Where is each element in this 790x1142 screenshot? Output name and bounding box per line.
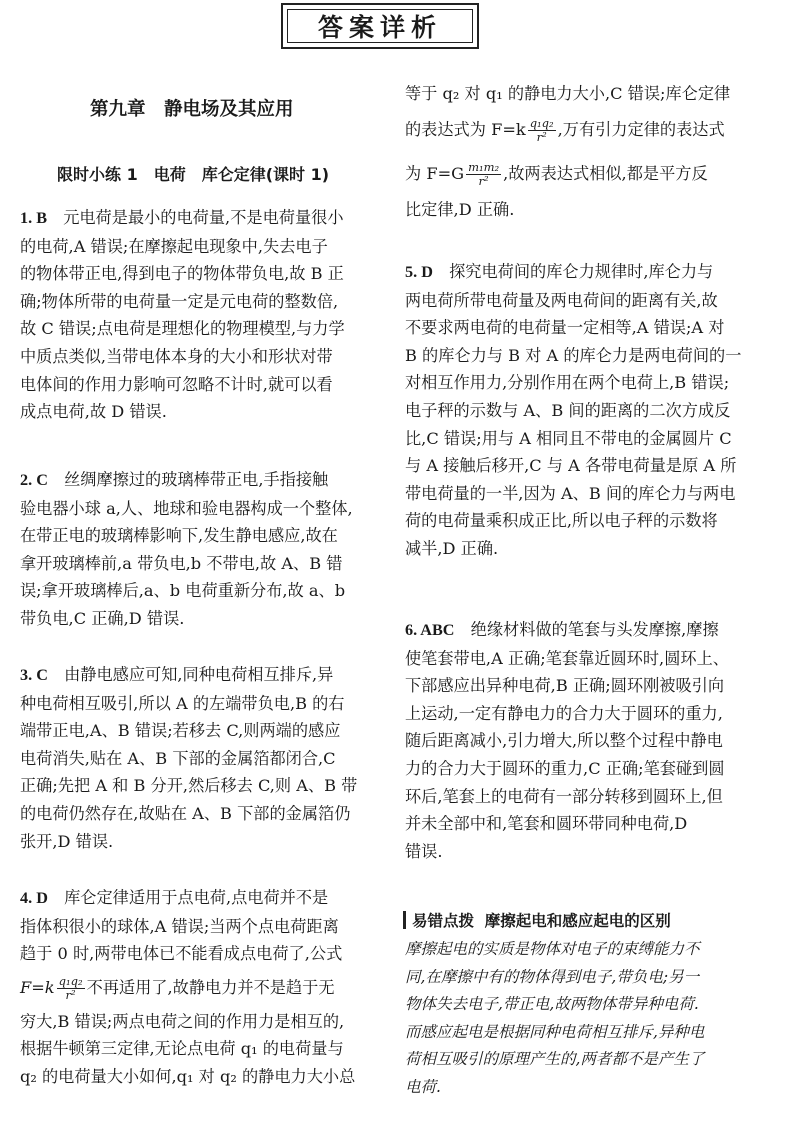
answer-number: 2. C	[20, 471, 48, 489]
formula-line	[405, 160, 770, 188]
tip-text: 电荷.	[405, 1077, 441, 1096]
answer-text: 电体间的作用力影响可忽略不计时,就可以看	[20, 374, 333, 394]
tip-marker	[403, 911, 406, 929]
answer-text: 比定律,D 正确.	[405, 199, 515, 219]
answer-text: 种电荷相互吸引,所以 A 的左端带负电,B 的右	[20, 693, 345, 713]
answer-text: 错误.	[405, 841, 443, 861]
answer-text: ,故两表达式相似,都是平方反	[503, 163, 708, 183]
answer-number: 5. D	[405, 263, 433, 281]
answer-text: 等于 q₂ 对 q₁ 的静电力大小,C 错误;库仑定律	[405, 84, 731, 103]
answer-text: 确;物体所带的电荷量一定是元电荷的整数倍,	[20, 291, 339, 311]
fraction-numerator: m₁m₂	[468, 159, 500, 174]
tip-text: 物体失去电子,带正电,故两物体带异种电荷.	[405, 995, 699, 1014]
answer-number: 3. C	[20, 666, 48, 684]
answer-number: 1. B	[20, 209, 47, 227]
tip-title: 易错点拨 摩擦起电和感应起电的区别	[412, 912, 671, 930]
answer-text: 两电荷所带电荷量及两电荷间的距离有关,故	[405, 290, 718, 310]
answer-text: 使笔套带电,A 正确;笔套靠近圆环时,圆环上、	[405, 648, 729, 668]
answer-text: 的电荷仍然存在,故贴在 A、B 下部的金属箔仍	[20, 803, 351, 823]
lesson-title: 限时小练 1 电荷 库仑定律(课时 1)	[57, 165, 330, 184]
fraction-denominator: r²	[536, 129, 547, 144]
tip-text: 同,在摩擦中有的物体得到电子,带负电;另一	[405, 967, 700, 986]
fraction-numerator: q₁q₂	[529, 115, 554, 130]
answer-2	[20, 466, 382, 633]
answer-3	[20, 661, 382, 855]
answer-text: 库仑定律适用于点电荷,点电荷并不是	[64, 888, 329, 907]
answer-text: 带负电,C 正确,D 错误.	[20, 608, 185, 628]
answer-text: 随后距离减小,引力增大,所以整个过程中静电	[405, 731, 723, 751]
answer-text: 的物体带正电,得到电子的物体带负电,故 B 正	[20, 264, 344, 284]
tip-body	[405, 936, 770, 1102]
answer-text: 并未全部中和,笔套和圆环带同种电荷,D	[405, 814, 688, 834]
formula-prefix: 的表达式为 F=k	[405, 119, 526, 139]
answer-text: 不要求两电荷的电荷量一定相等,A 错误;A 对	[405, 318, 725, 338]
answer-text: ,万有引力定律的表达式	[557, 119, 725, 139]
answer-number: 4. D	[20, 889, 48, 907]
formula-prefix: F=k	[20, 977, 55, 997]
answer-text: 验电器小球 a,人、地球和验电器构成一个整体,	[20, 498, 353, 518]
answer-text: 根据牛顿第三定律,无论点电荷 q₁ 的电荷量与	[20, 1039, 344, 1059]
answer-text: 中质点类似,当带电体本身的大小和形状对带	[20, 346, 333, 366]
answer-4	[20, 884, 382, 1091]
answer-text: 荷的电荷量乘积成正比,所以电子秤的示数将	[405, 511, 718, 531]
answer-text: 误;拿开玻璃棒后,a、b 电荷重新分布,故 a、b	[20, 581, 346, 601]
answer-text: 电荷消失,贴在 A、B 下部的金属箔都闭合,C	[20, 748, 336, 768]
formula-line	[405, 116, 770, 144]
answer-text: 穷大,B 错误;两点电荷之间的作用力是相互的,	[20, 1011, 345, 1031]
chapter-title: 第九章 静电场及其应用	[90, 99, 294, 120]
answer-text: 的电荷,A 错误;在摩擦起电现象中,失去电子	[20, 236, 328, 256]
tip-text: 荷相互吸引的原理产生的,两者都不是产生了	[405, 1050, 705, 1069]
answer-text: 元电荷是最小的电荷量,不是电荷量很小	[63, 208, 344, 227]
answer-text: 由静电感应可知,同种电荷相互排斥,异	[64, 665, 334, 684]
fraction	[528, 117, 556, 144]
answer-text: 下部感应出异种电荷,B 正确;圆环刚被吸引向	[405, 676, 725, 696]
answer-text: 减半,D 正确.	[405, 538, 499, 558]
answer-text: 成点电荷,故 D 错误.	[20, 402, 167, 422]
answer-text: 不再适用了,故静电力并不是趋于无	[86, 977, 335, 997]
answer-text: q₂ 的电荷量大小如何,q₁ 对 q₂ 的静电力大小总	[20, 1066, 356, 1086]
answer-text: 电子秤的示数与 A、B 间的距离的二次方成反	[405, 400, 731, 420]
banner-title: 答案详析	[287, 9, 473, 43]
answer-text: 端带正电,A、B 错误;若移去 C,则两端的感应	[20, 721, 341, 741]
answer-4-continued	[405, 80, 770, 223]
answer-number: 6. ABC	[405, 621, 455, 639]
answer-text: 对相互作用力,分别作用在两个电荷上,B 错误;	[405, 373, 730, 393]
answer-text: 力的合力大于圆环的重力,C 正确;笔套碰到圆	[405, 758, 725, 778]
answer-text: 环后,笔套上的电荷有一部分转移到圆环上,但	[405, 786, 723, 806]
answer-text: 绝缘材料做的笔套与头发摩擦,摩擦	[470, 620, 719, 639]
answer-text: 正确;先把 A 和 B 分开,然后移去 C,则 A、B 带	[20, 776, 358, 796]
fraction-denominator: r²	[65, 987, 76, 1002]
formula-line	[20, 974, 382, 1002]
answer-5	[405, 258, 770, 563]
fraction	[57, 975, 85, 1002]
tip-text: 而感应起电是根据同种电荷相互排斥,异种电	[405, 1022, 705, 1041]
answer-text: 探究电荷间的库仑力规律时,库仑力与	[449, 262, 714, 281]
answer-text: 与 A 接触后移开,C 与 A 各带电荷量是原 A 所	[405, 456, 737, 476]
answer-text: 上运动,一定有静电力的合力大于圆环的重力,	[405, 703, 723, 723]
answer-text: 比,C 错误;用与 A 相同且不带电的金属圆片 C	[405, 428, 732, 448]
answer-text: 趋于 0 时,两带电体已不能看成点电荷了,公式	[20, 944, 343, 964]
answer-text: 带电荷量的一半,因为 A、B 间的库仑力与两电	[405, 483, 736, 503]
formula-prefix: 为 F=G	[405, 163, 465, 183]
answer-text: 指体积很小的球体,A 错误;当两个点电荷距离	[20, 916, 339, 936]
answer-text: B 的库仑力与 B 对 A 的库仑力是两电荷间的一	[405, 345, 742, 365]
answer-banner	[281, 3, 479, 49]
fraction-numerator: q₁q₂	[58, 973, 83, 988]
tip-text: 摩擦起电的实质是物体对电子的束缚能力不	[405, 940, 700, 958]
answer-6	[405, 616, 770, 865]
answer-text: 在带正电的玻璃棒影响下,发生静电感应,故在	[20, 526, 338, 546]
answer-text: 故 C 错误;点电荷是理想化的物理模型,与力学	[20, 319, 345, 339]
answer-text: 拿开玻璃棒前,a 带负电,b 不带电,故 A、B 错	[20, 553, 343, 573]
fraction-denominator: r²	[478, 173, 489, 188]
fraction	[466, 161, 501, 188]
answer-1	[20, 204, 382, 426]
answer-text: 丝绸摩擦过的玻璃棒带正电,手指接触	[64, 470, 329, 489]
answer-text: 张开,D 错误.	[20, 831, 114, 851]
